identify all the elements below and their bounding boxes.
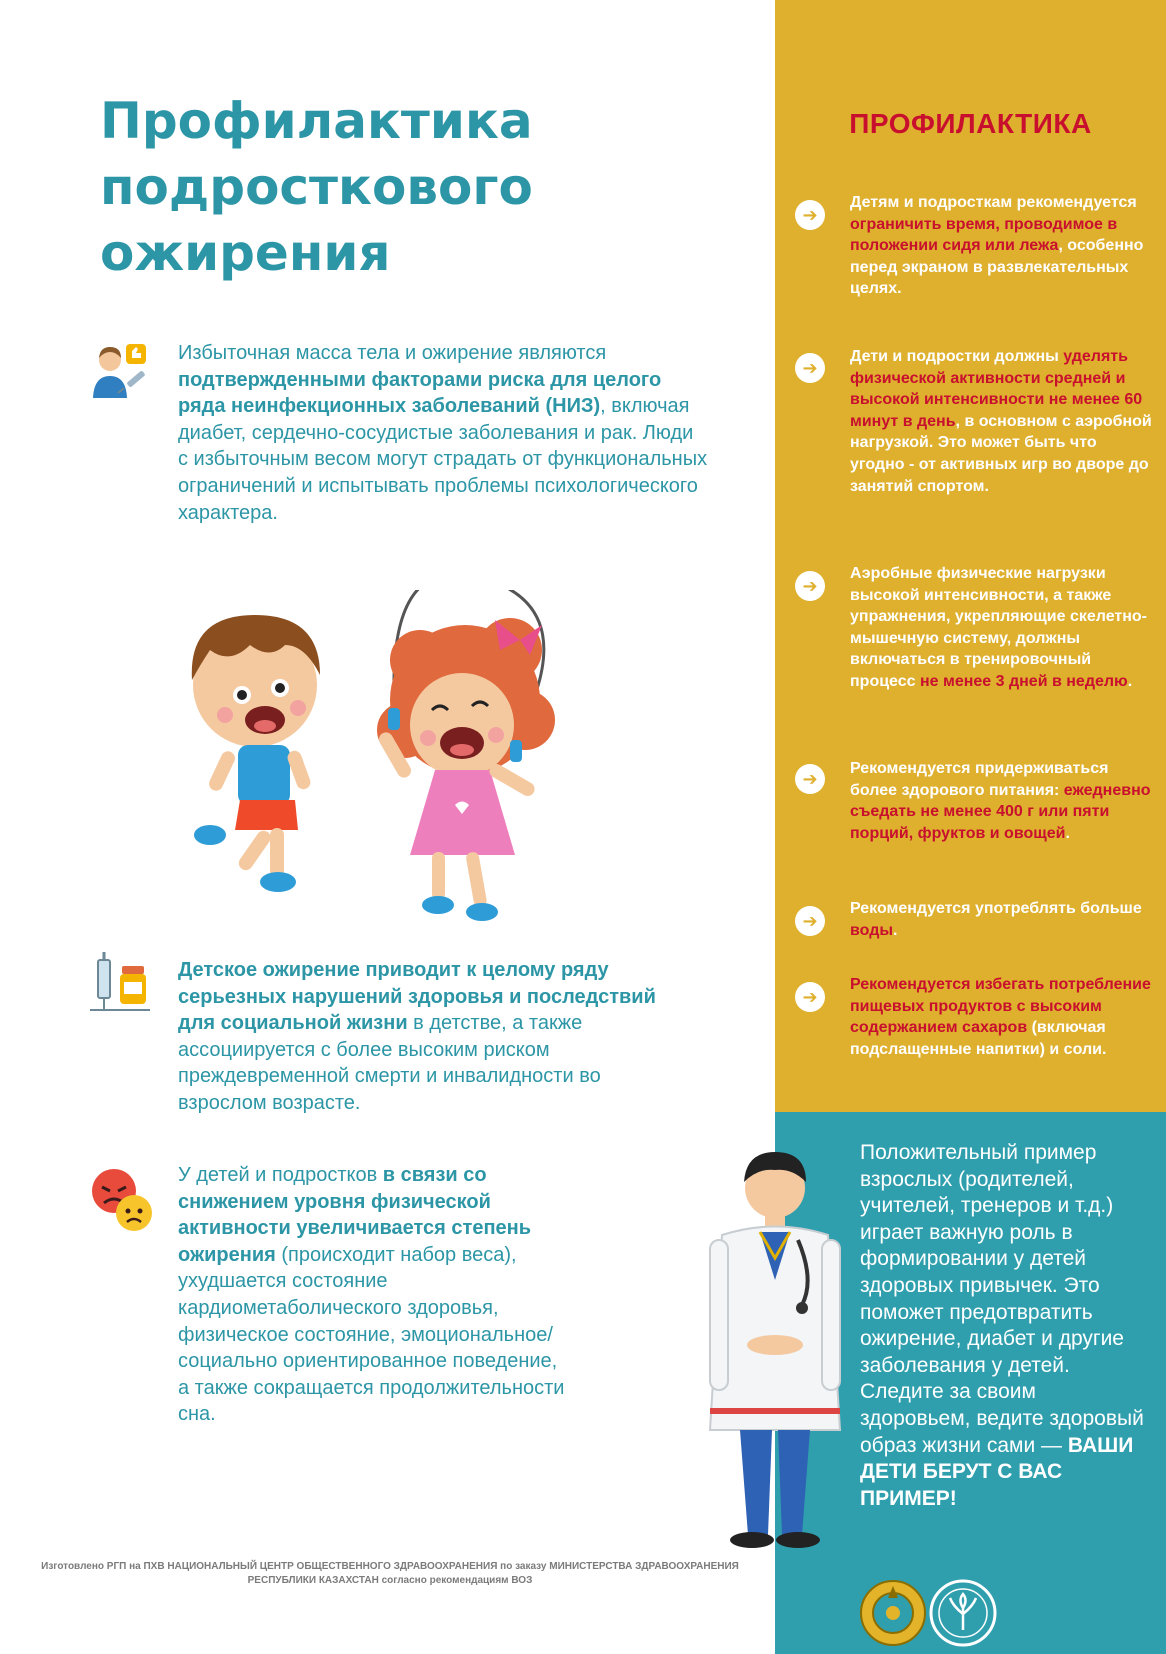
kazakhstan-emblem-icon bbox=[858, 1578, 928, 1648]
arrow-icon: ➔ bbox=[795, 982, 825, 1012]
title-line-1: Профилактика bbox=[100, 92, 533, 150]
tip-healthy-diet: Рекомендуется придерживаться более здорового питания: ежедневно съедать не менее 400 г или пяти порций, фруктов и овощей. bbox=[850, 760, 1151, 842]
title-line-2: подросткового bbox=[100, 158, 533, 216]
kids-jumping-illustration bbox=[170, 590, 630, 950]
role-model-text: Положительный пример взрослых (родителей, учителей, тренеров и т.д.) играет важную роль в формировании у детей здоровых привычек. Это поможет предотвратить ожирение, диабет и другие заболевания у детей. Следите за своим здоровьем, ведите здоровый образ жизни сами — ВАШИ ДЕТИ БЕРУТ С ВАС ПРИМЕР! bbox=[860, 1141, 1144, 1510]
risk-factors-paragraph: Избыточная масса тела и ожирение являются подтвержденными факторами риска для целого ряда неинфекционных заболеваний (НИЗ), включая диабет, сердечно-сосудистые заболевания и рак. Люди с избыточным весом могут страдать от функциональных ограничений и испытывать проблемы психологического характера. bbox=[178, 342, 708, 524]
medicine-bottle-icon bbox=[88, 950, 152, 1014]
upset-faces-icon bbox=[88, 1165, 158, 1235]
arrow-icon: ➔ bbox=[795, 764, 825, 794]
arrow-icon: ➔ bbox=[795, 200, 825, 230]
title-line-3: ожирения bbox=[100, 224, 391, 282]
vaccination-person-icon bbox=[88, 338, 152, 402]
prevention-panel bbox=[775, 0, 1166, 1112]
arrow-icon: ➔ bbox=[795, 571, 825, 601]
prevention-heading: ПРОФИЛАКТИКА bbox=[849, 108, 1092, 139]
tip-avoid-sugar: Рекомендуется избегать потребление пищевых продуктов с высоким содержанием сахаров (включая подслащенные напитки) и соли. bbox=[850, 976, 1151, 1058]
tip-aerobic-training: Аэробные физические нагрузки высокой интенсивности, а также упражнения, укрепляющие скелетно-мышечную систему, должны включаться в тренировочный процесс не менее 3 дней в неделю. bbox=[850, 565, 1147, 690]
page-title bbox=[100, 88, 720, 286]
footer-credit: Изготовлено РГП на ПХВ НАЦИОНАЛЬНЫЙ ЦЕНТР ОБЩЕСТВЕННОГО ЗДРАВООХРАНЕНИЯ по заказу МИНИСТЕРСТВА ЗДРАВООХРАНЕНИЯ РЕСПУБЛИКИ КАЗАХСТАН согласно рекомендациям ВОЗ bbox=[41, 1561, 739, 1586]
arrow-icon: ➔ bbox=[795, 906, 825, 936]
tip-limit-sitting: Детям и подросткам рекомендуется ограничить время, проводимое в положении сидя или лежа, особенно перед экраном в развлекательных целях. bbox=[850, 194, 1144, 298]
consequences-paragraph: Детское ожирение приводит к целому ряду серьезных нарушений здоровья и последствий для социальной жизни в детстве, а также ассоциируется с более высоким риском преждевременной смерти и инвалидности во взрослом возрасте. bbox=[178, 959, 656, 1114]
tip-drink-water: Рекомендуется употреблять больше воды. bbox=[850, 900, 1142, 939]
arrow-icon: ➔ bbox=[795, 353, 825, 383]
activity-paragraph: У детей и подростков в связи со снижением уровня физической активности увеличивается степень ожирения (происходит набор веса), ухудшается состояние кардиометаболического здоровья, физическое состояние, эмоциональное/социально ориентированное поведение, а также сокращается продолжительности сна. bbox=[178, 1164, 565, 1426]
health-center-logo-icon bbox=[928, 1578, 998, 1648]
tip-physical-activity: Дети и подростки должны уделять физической активности средней и высокой интенсивности не менее 60 минут в день, в основном с аэробной нагрузкой. Это может быть что угодно - от активных игр во дворе до занятий спортом. bbox=[850, 348, 1152, 495]
doctor-illustration bbox=[680, 1140, 870, 1555]
